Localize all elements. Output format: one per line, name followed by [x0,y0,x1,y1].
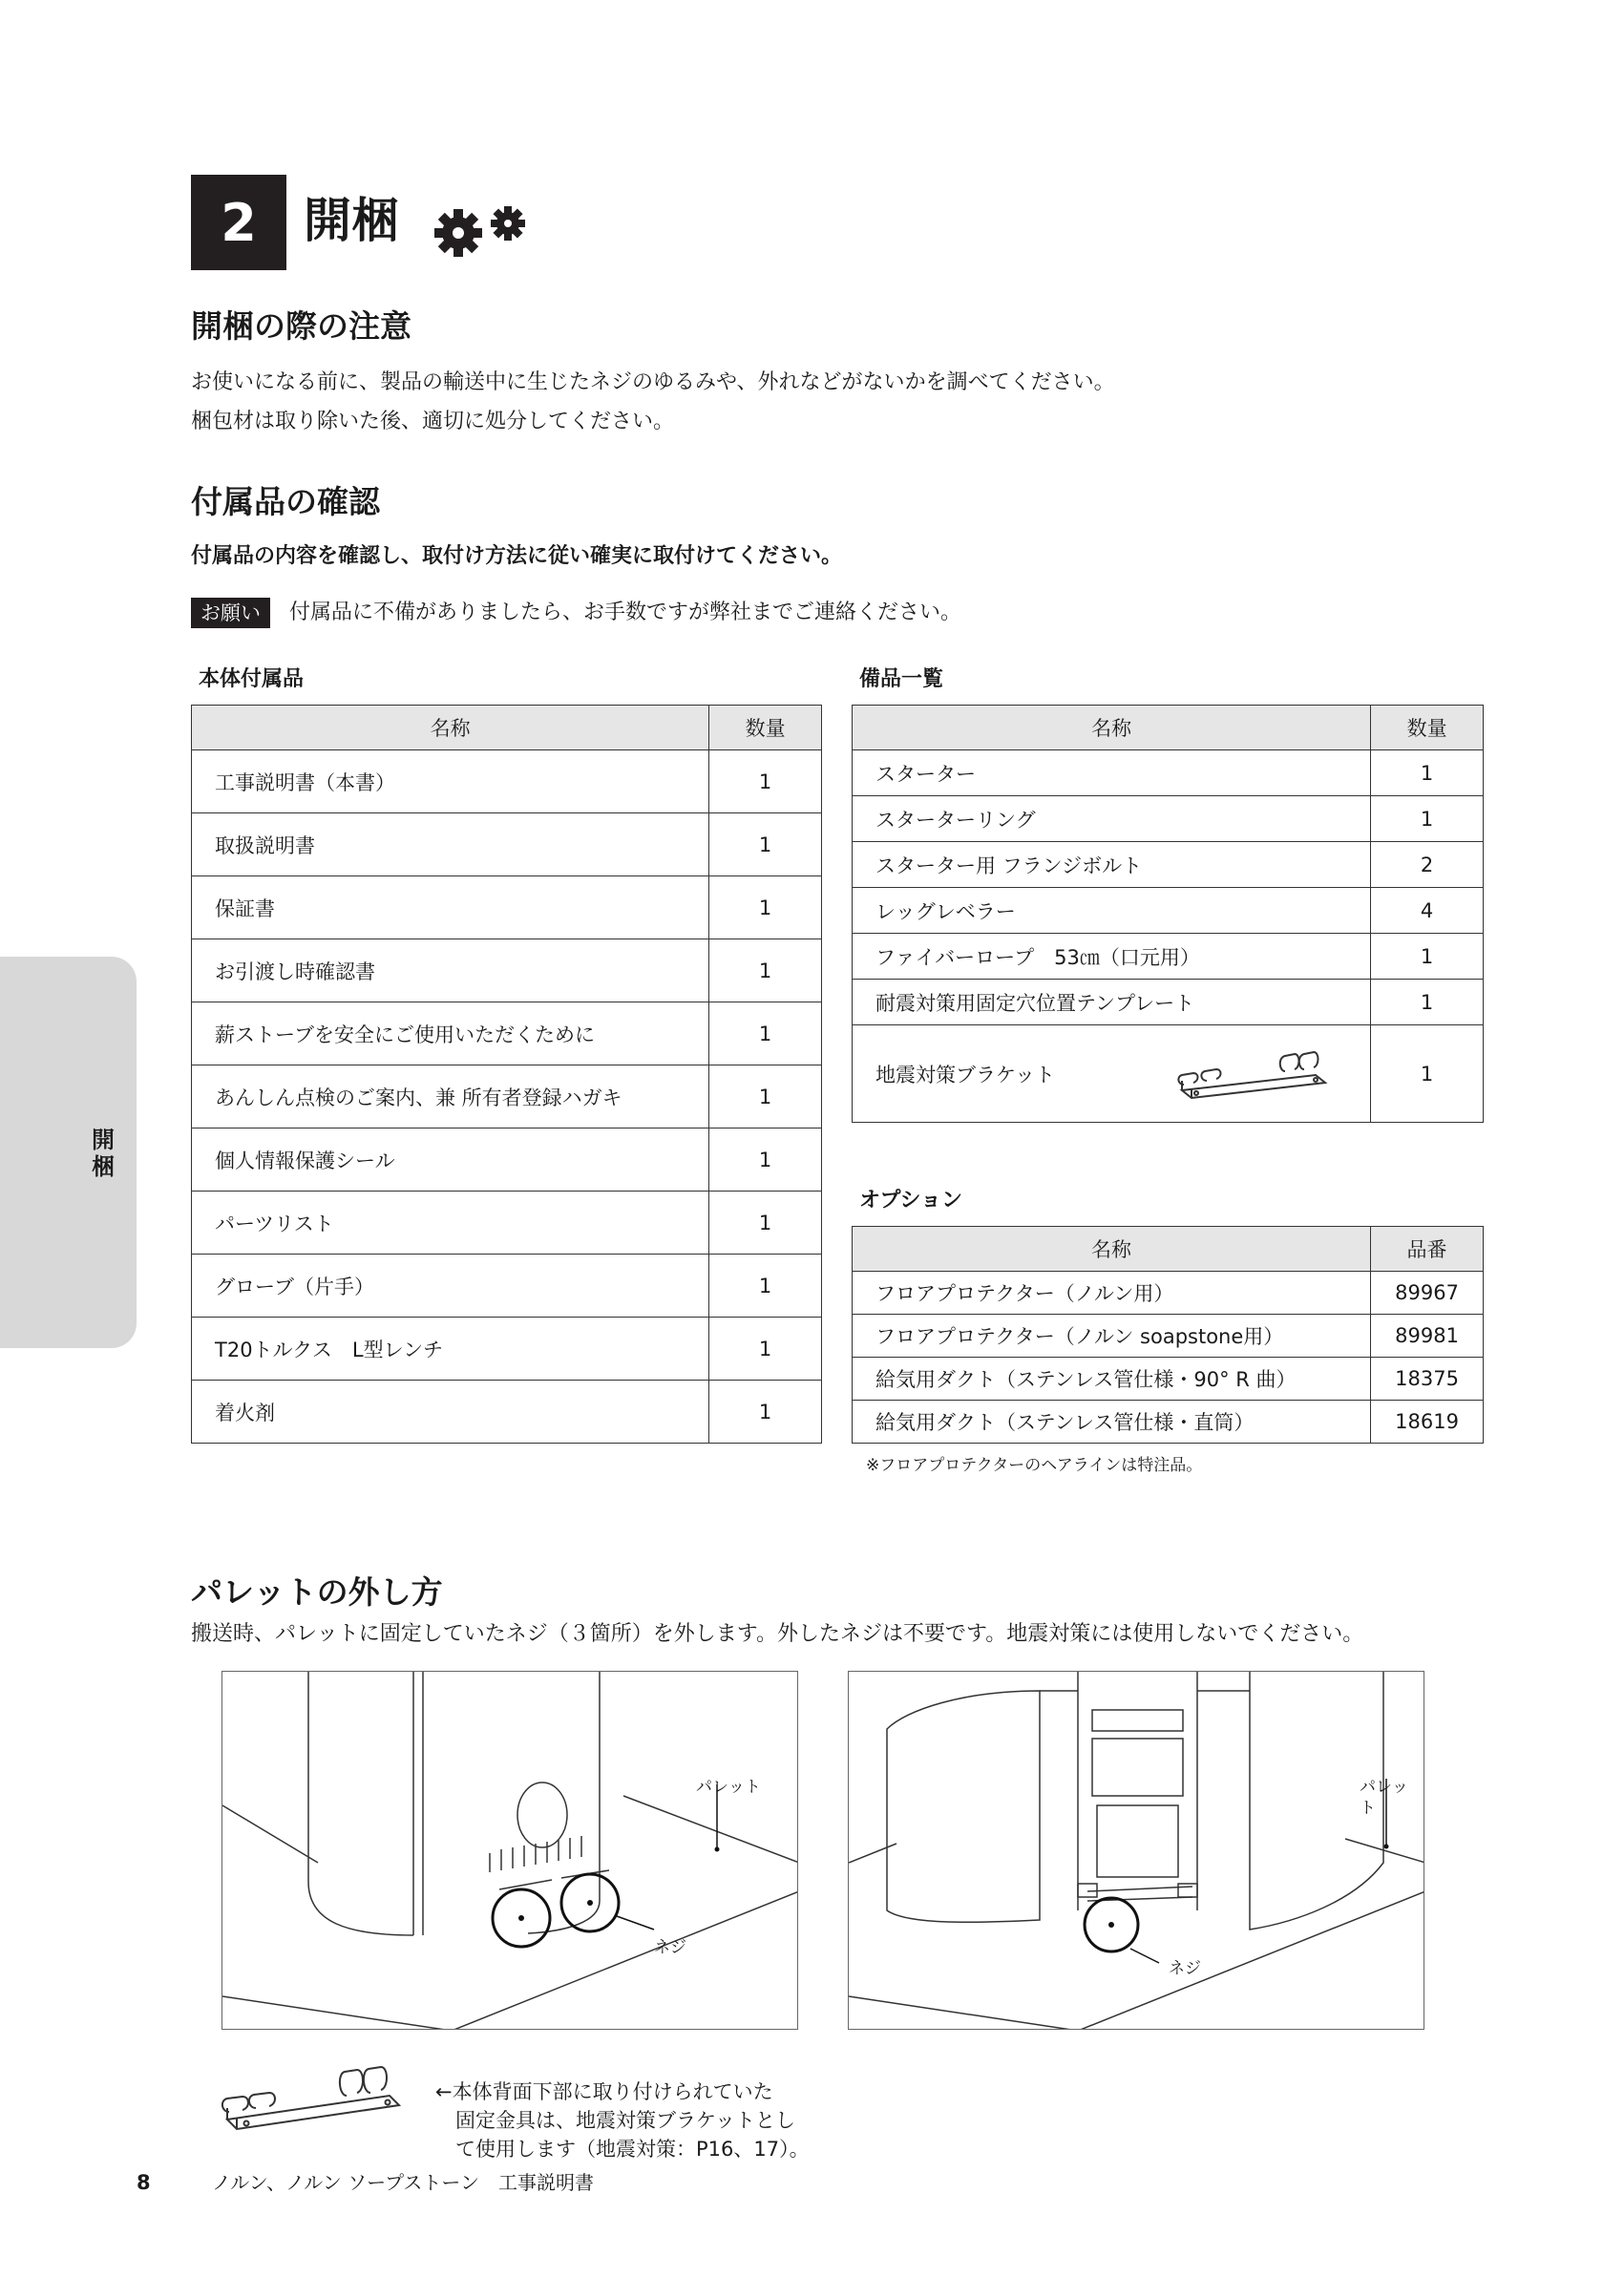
option-code: 18375 [1371,1358,1484,1401]
table-row [192,750,822,813]
pallet-heading: パレットの外し方 [191,1573,443,1611]
table-row [192,1255,822,1318]
bracket-note-line-2: 固定金具は、地震対策ブラケットとし [435,2109,795,2132]
table-row [853,1272,1484,1315]
pallet-label: パレット [1360,1778,1408,1818]
item-qty: 1 [1371,750,1484,796]
bracket-note [435,2078,810,2163]
option-name: 給気用ダクト（ステンレス管仕様・直筒） [853,1401,1371,1444]
table-row [853,934,1484,980]
table-row [192,876,822,939]
stove-pallet-illustration-1 [222,1672,798,2030]
item-name: ファイバーロープ 53㎝（口元用） [853,934,1371,980]
column-header-name: 名称 [192,706,709,750]
table-row [192,1002,822,1065]
item-name [853,1025,1371,1123]
item-qty: 1 [709,1128,822,1192]
item-qty: 1 [1371,1025,1484,1123]
item-name: あんしん点検のご案内、兼 所有者登録ハガキ [192,1065,709,1128]
item-name: 着火剤 [192,1381,709,1444]
item-qty: 1 [1371,980,1484,1025]
table-row [192,1381,822,1444]
item-name: 取扱説明書 [192,813,709,876]
options-footnote: ※フロアプロテクターのヘアラインは特注品。 [866,1456,1203,1475]
column-header-qty: 数量 [709,706,822,750]
item-qty: 1 [709,1318,822,1381]
item-name: 耐震対策用固定穴位置テンプレート [853,980,1371,1025]
screw-label: ネジ [654,1938,686,1957]
request-text: 付属品に不備がありましたら、お手数ですが弊社までご連絡ください。 [289,601,962,624]
accessories-heading: 付属品の確認 [191,483,380,520]
chapter-title: 開梱 [304,193,399,248]
item-name: レッグレベラー [853,888,1371,934]
item-name-text: 地震対策ブラケット [875,1063,1055,1086]
item-qty: 1 [709,1381,822,1444]
table-row [192,1192,822,1255]
fixing-bracket-illustration [218,2053,409,2139]
item-qty: 1 [1371,934,1484,980]
item-qty: 2 [1371,842,1484,888]
table-row [853,888,1484,934]
item-name: 個人情報保護シール [192,1128,709,1192]
item-qty: 1 [709,750,822,813]
item-name: お引渡し時確認書 [192,939,709,1002]
options-table [852,1226,1484,1444]
option-code: 89967 [1371,1272,1484,1315]
gear-icon [432,202,537,260]
equipment-list-title: 備品一覧 [859,667,944,691]
table-row [853,750,1484,796]
item-qty: 1 [1371,796,1484,842]
footer-title: ノルン、ノルン ソープストーン 工事説明書 [212,2171,594,2194]
item-qty: 1 [709,813,822,876]
screw-label: ネジ [1169,1959,1201,1978]
table-header-row [192,706,822,750]
column-header-qty: 数量 [1371,706,1484,750]
item-name: スターター用 フランジボルト [853,842,1371,888]
item-name: スターター [853,750,1371,796]
column-header-name: 名称 [853,706,1371,750]
option-name: フロアプロテクター（ノルン用） [853,1272,1371,1315]
column-header-name: 名称 [853,1227,1371,1272]
item-qty: 4 [1371,888,1484,934]
table-row [192,1065,822,1128]
pallet-text: 搬送時、パレットに固定していたネジ（３箇所）を外します。外したネジは不要です。地震対策には使用しないでください。 [191,1622,1364,1646]
item-name: T20トルクス L型レンチ [192,1318,709,1381]
accessories-lead: 付属品の内容を確認し、取付け方法に従い確実に取付けてください。 [191,544,843,568]
item-name: グローブ（片手） [192,1255,709,1318]
pallet-label: パレット [696,1778,761,1797]
options-title: オプション [859,1189,963,1213]
page-number: 8 [137,2171,151,2194]
stove-pallet-illustration-2 [849,1672,1424,2030]
pallet-figure-rear [848,1671,1424,2030]
table-row [192,1318,822,1381]
side-index-label: 開梱 [92,1127,115,1180]
item-name: パーツリスト [192,1192,709,1255]
caution-heading: 開梱の際の注意 [191,307,411,345]
table-row [853,980,1484,1025]
item-qty: 1 [709,1002,822,1065]
item-name: スターターリング [853,796,1371,842]
chapter-number: 2 [191,175,286,270]
bracket-note-line-1: ←本体背面下部に取り付けられていた [435,2080,773,2103]
body-accessories-table [191,705,822,1444]
table-row [192,813,822,876]
bracket-note-line-3: て使用します（地震対策：P16、17）。 [435,2138,810,2161]
option-name: フロアプロテクター（ノルン soapstone用） [853,1315,1371,1358]
body-accessories-title: 本体付属品 [199,667,305,691]
item-qty: 1 [709,876,822,939]
item-qty: 1 [709,1192,822,1255]
option-code: 18619 [1371,1401,1484,1444]
item-name: 工事説明書（本書） [192,750,709,813]
pallet-figure-side [221,1671,798,2030]
equipment-list-table [852,705,1484,1123]
table-row [853,842,1484,888]
option-code: 89981 [1371,1315,1484,1358]
table-row [192,939,822,1002]
request-badge: お願い [191,598,270,628]
caution-line-1: お使いになる前に、製品の輸送中に生じたネジのゆるみや、外れなどがないかを調べてください。 [191,370,1115,394]
column-header-code: 品番 [1371,1227,1484,1272]
table-row [853,1358,1484,1401]
table-header-row [853,1227,1484,1272]
table-header-row [853,706,1484,750]
table-row [853,1315,1484,1358]
item-qty: 1 [709,1255,822,1318]
table-row [853,1401,1484,1444]
item-name: 薪ストーブを安全にご使用いただくために [192,1002,709,1065]
table-row [192,1128,822,1192]
item-qty: 1 [709,939,822,1002]
item-name: 保証書 [192,876,709,939]
seismic-bracket-illustration [1172,1043,1335,1109]
item-qty: 1 [709,1065,822,1128]
caution-line-2: 梱包材は取り除いた後、適切に処分してください。 [191,410,675,433]
table-row [853,1025,1484,1123]
table-row [853,796,1484,842]
option-name: 給気用ダクト（ステンレス管仕様・90° R 曲） [853,1358,1371,1401]
